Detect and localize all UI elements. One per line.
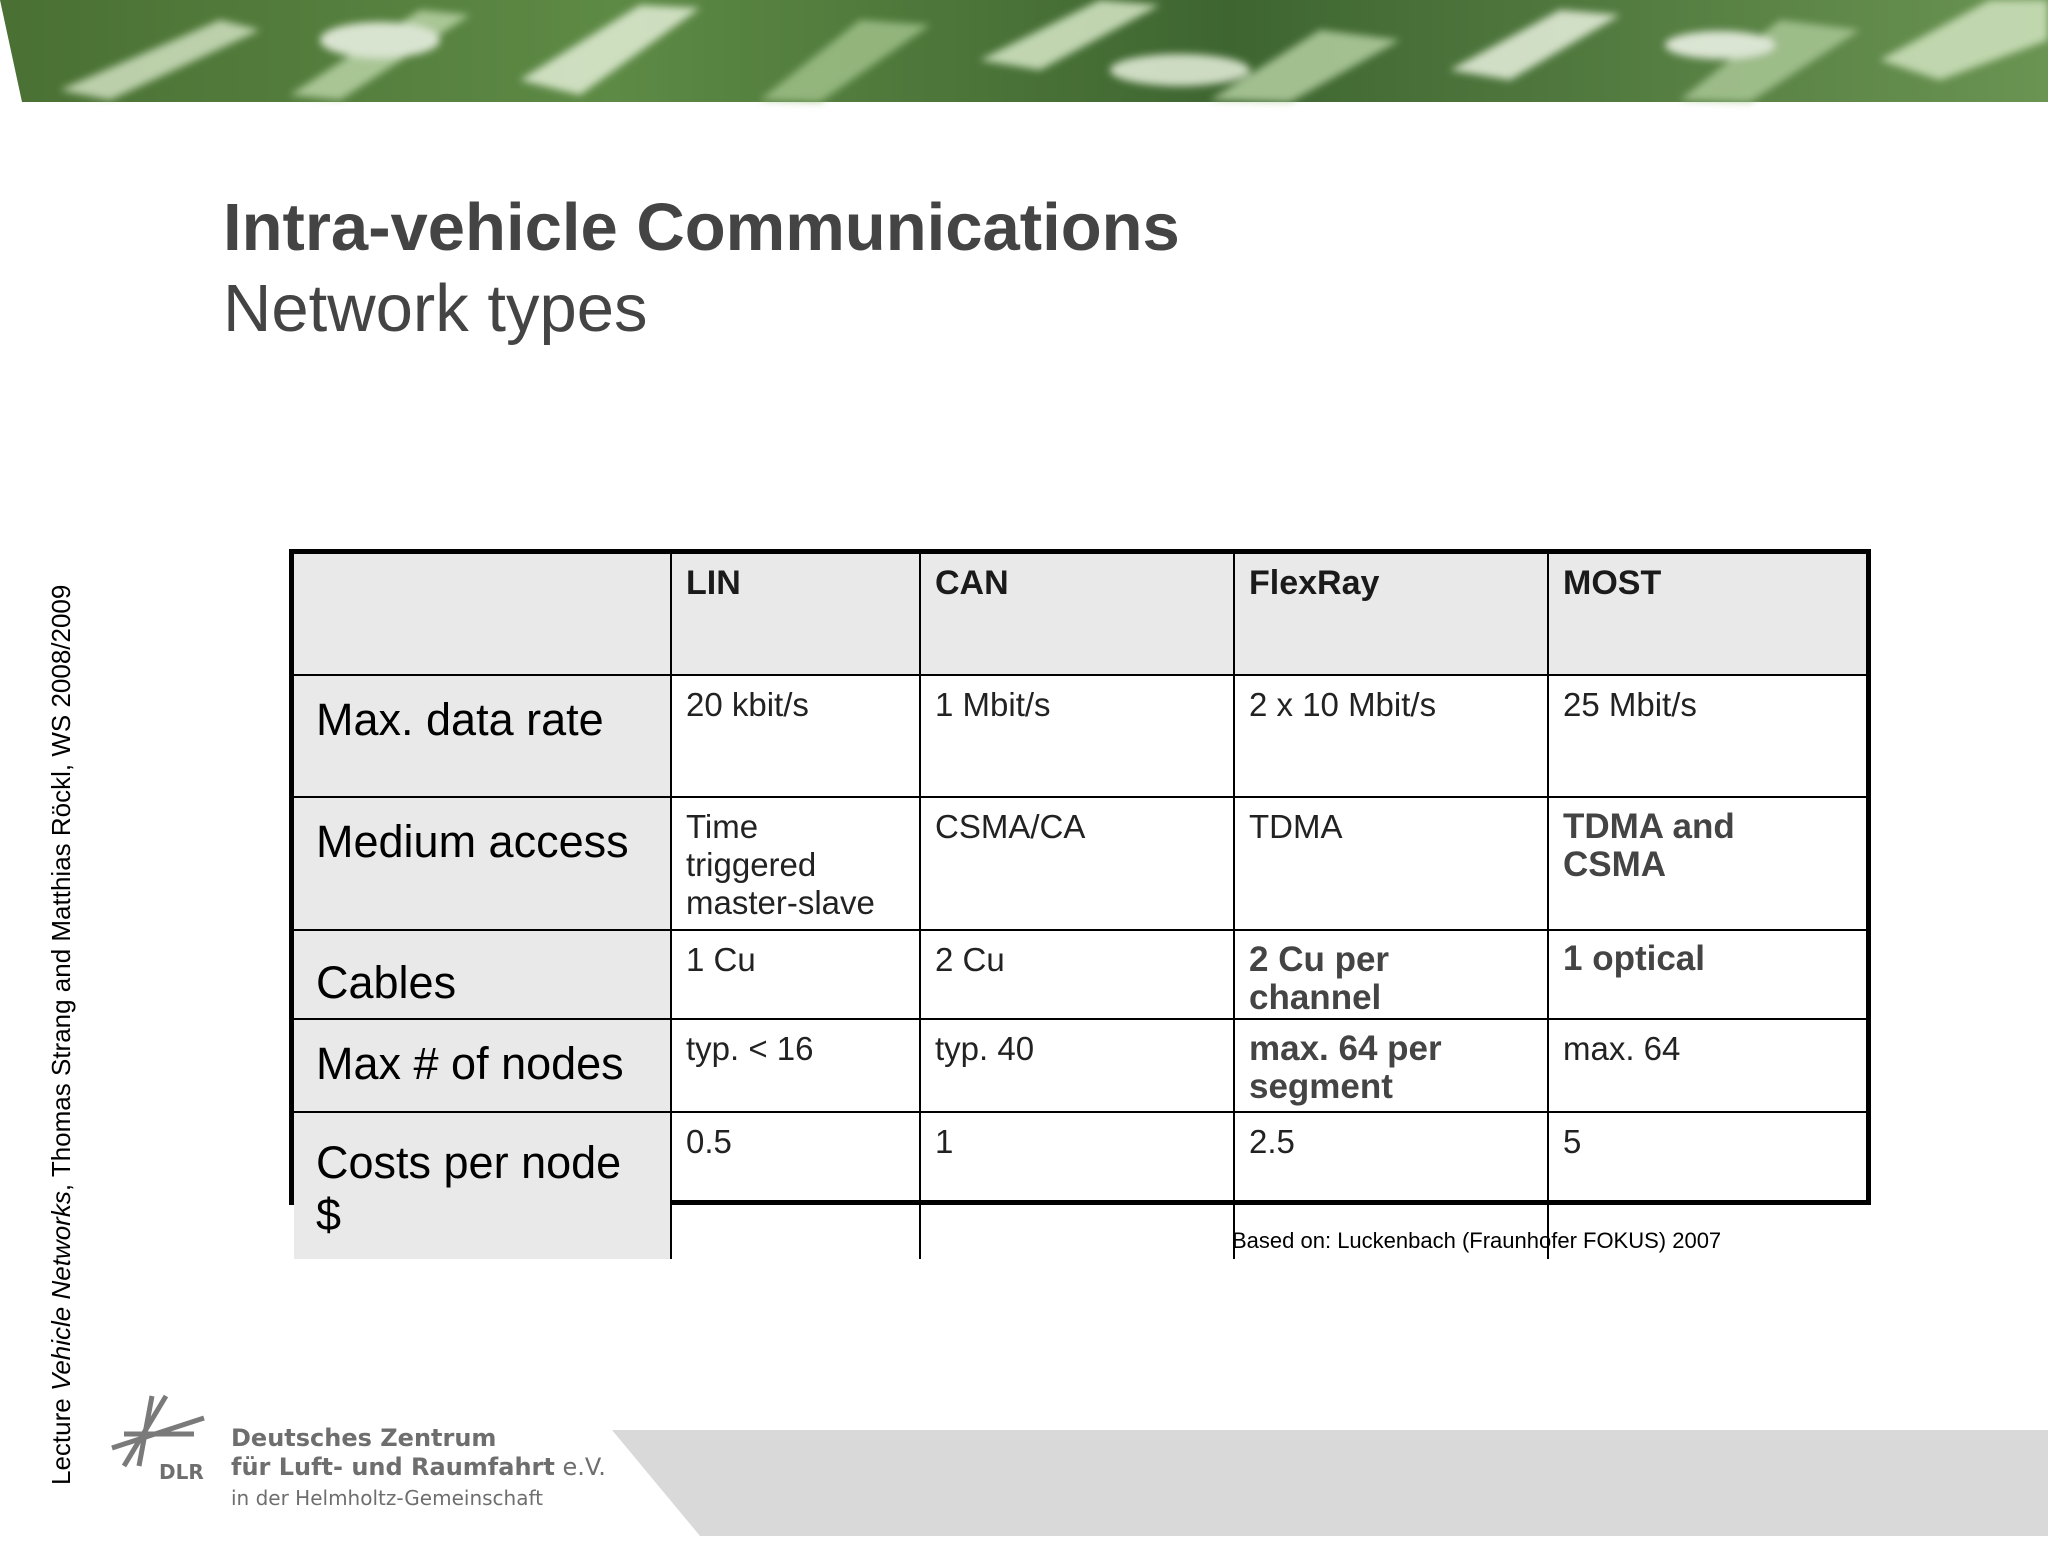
- cell-most-medium-access: [1549, 798, 1866, 931]
- logo-line-3: in der Helmholtz-Gemeinschaft: [231, 1486, 544, 1510]
- logo-line-2-main: für Luft- und Raumfahrt: [231, 1453, 555, 1481]
- cell-can-medium-access: CSMA/CA: [921, 798, 1235, 931]
- cell-lin-max-nodes: typ. < 16: [672, 1020, 921, 1113]
- cell-most-data-rate: 25 Mbit/s: [1549, 676, 1866, 798]
- cell-line: triggered: [686, 846, 817, 883]
- lecture-credit: [46, 585, 77, 1485]
- credit-course: Vehicle Networks: [46, 1191, 76, 1392]
- logo-line-2-suffix: e.V.: [554, 1453, 606, 1481]
- cell-line: master-slave: [686, 884, 875, 921]
- cell-most-costs: 5: [1563, 1123, 1582, 1160]
- logo-line-1: Deutsches Zentrum: [231, 1424, 497, 1452]
- table-corner-cell: [294, 554, 672, 676]
- cell-flexray-max-nodes: [1235, 1020, 1549, 1113]
- dlr-logo: [104, 1388, 624, 1518]
- column-header-flexray: FlexRay: [1235, 554, 1549, 676]
- cell-line: 2 Cu per: [1249, 940, 1390, 979]
- cell-flexray-medium-access: TDMA: [1235, 798, 1549, 931]
- network-types-table: [289, 549, 1871, 1240]
- row-header-costs: Costs per node $: [294, 1113, 672, 1259]
- cell-most-cables: 1 optical: [1549, 931, 1866, 1020]
- cell-lin-data-rate: 20 kbit/s: [672, 676, 921, 798]
- cell-line: max. 64 per: [1249, 1029, 1442, 1068]
- cell-can-cables: 2 Cu: [921, 931, 1235, 1020]
- row-header-data-rate: Max. data rate: [294, 676, 672, 798]
- credit-prefix: Lecture: [46, 1391, 76, 1485]
- cell-most-max-nodes: max. 64: [1549, 1020, 1866, 1113]
- dlr-abbrev: DLR: [159, 1460, 204, 1484]
- cell-line: channel: [1249, 978, 1382, 1017]
- row-header-max-nodes: Max # of nodes: [294, 1020, 672, 1113]
- cell-line: Time: [686, 808, 759, 845]
- slide-title: Intra-vehicle Communications: [223, 190, 1180, 265]
- cell-line: CSMA: [1563, 845, 1667, 884]
- column-header-lin: LIN: [672, 554, 921, 676]
- logo-text: [231, 1424, 606, 1514]
- header-banner-image: [0, 0, 2048, 102]
- row-header-cables: Cables: [294, 931, 672, 1020]
- title-block: [223, 188, 1180, 350]
- logo-line-2: [231, 1453, 606, 1482]
- cell-flexray-data-rate: 2 x 10 Mbit/s: [1235, 676, 1549, 798]
- cell-flexray-cables: [1235, 931, 1549, 1020]
- cell-lin-medium-access: [672, 798, 921, 931]
- column-header-can: CAN: [921, 554, 1235, 676]
- cell-can-costs: 1: [921, 1113, 1235, 1259]
- source-note: Based on: Luckenbach (Fraunhofer FOKUS) 2007: [1232, 1228, 1722, 1253]
- cell-flexray-costs: 2.5: [1235, 1113, 1549, 1259]
- slide-subtitle: Network types: [223, 271, 648, 346]
- credit-rest: , Thomas Strang and Matthias Röckl, WS 2008/2009: [46, 584, 76, 1192]
- column-header-most: MOST: [1549, 554, 1866, 676]
- cell-lin-costs: 0.5: [672, 1113, 921, 1259]
- cell-line: segment: [1249, 1067, 1393, 1106]
- cell-can-data-rate: 1 Mbit/s: [921, 676, 1235, 798]
- row-header-medium-access: Medium access: [294, 798, 672, 931]
- cell-line: TDMA and: [1563, 807, 1735, 846]
- cell-can-max-nodes: typ. 40: [921, 1020, 1235, 1113]
- cell-lin-cables: 1 Cu: [672, 931, 921, 1020]
